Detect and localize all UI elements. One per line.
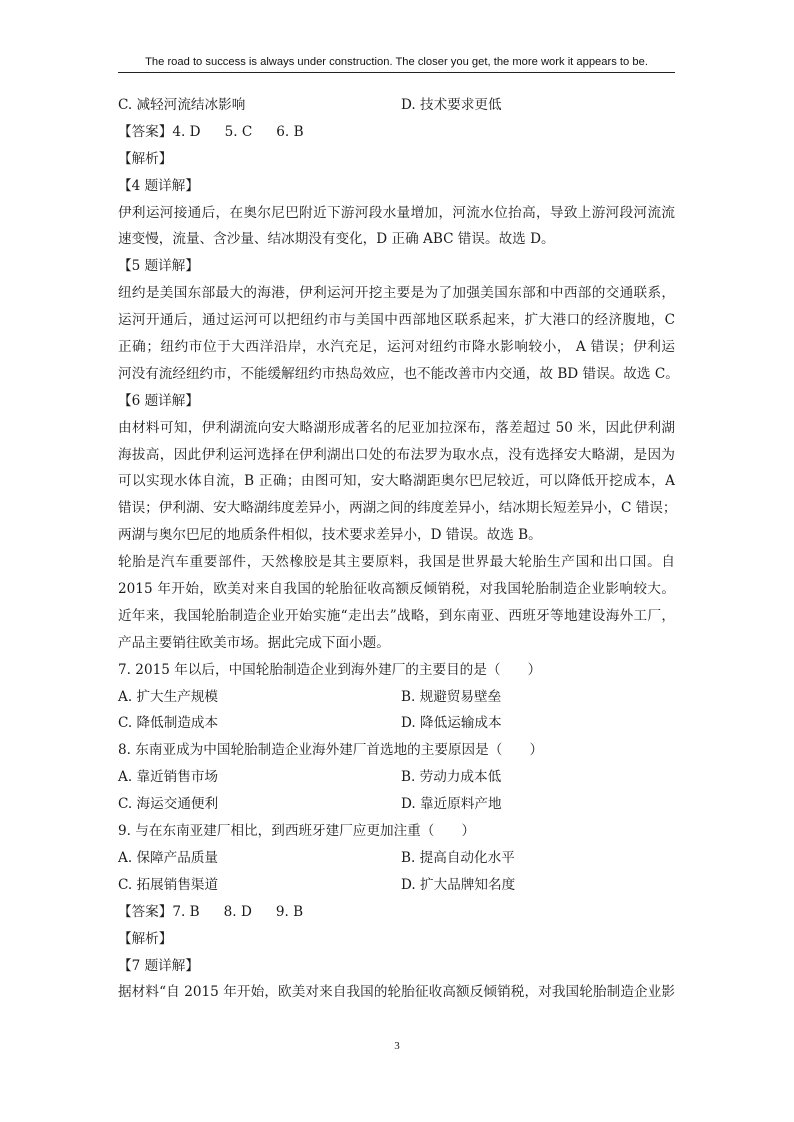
material-line: 2015 年开始，欧美对来自我国的轮胎征收高额反倾销税，对我国轮胎制造企业影响较大。 (118, 581, 675, 598)
page-header-motto: The road to success is always under construction. The closer you get, the more work it appears to be. (145, 56, 648, 68)
question-9-options (118, 845, 675, 872)
question-7-stem: 7. 2015 年以后，中国轮胎制造企业到海外建厂的主要目的是（ ） (118, 661, 542, 678)
q8-option-d: D. 靠近原料产地 (401, 796, 502, 813)
page-number: 3 (394, 1040, 400, 1052)
q6-line: 海拔高，因此伊利运河选择在伊利湖出口处的布法罗为取水点，没有选择安大略湖，是因为 (118, 446, 675, 463)
question-9-stem: 9. 与在东南亚建厂相比，到西班牙建厂应更加注重（ ） (118, 823, 476, 840)
question-9-options (118, 872, 675, 899)
answer-line-2 (118, 899, 675, 926)
answer-line-1 (118, 119, 675, 146)
prev-options-row (118, 92, 675, 119)
q6-heading: 【6 题详解】 (118, 392, 199, 409)
answer-6: 6. B (276, 123, 304, 140)
q7-option-b: B. 规避贸易壁垒 (401, 688, 502, 705)
q4-heading: 【4 题详解】 (118, 177, 199, 194)
q7-heading: 【7 题详解】 (118, 957, 199, 974)
material-line: 产品主要销往欧美市场。据此完成下面小题。 (118, 634, 390, 651)
question-7-options (118, 710, 675, 737)
q7-option-a: A. 扩大生产规模 (118, 688, 219, 705)
header-divider (118, 72, 675, 73)
question-8-options (118, 791, 675, 818)
q9-option-d: D. 扩大品牌知名度 (401, 876, 516, 893)
q8-option-b: B. 劳动力成本低 (401, 769, 502, 786)
analysis-label: 【解析】 (118, 150, 173, 167)
q7-option-c: C. 降低制造成本 (118, 715, 219, 732)
document-body (118, 92, 679, 1006)
q5-line: 正确；纽约市位于大西洋沿岸，水汽充足，运河对纽约市降水影响较小， A 错误；伊利运 (118, 339, 675, 356)
question-7-options (118, 684, 675, 711)
question-8-stem: 8. 东南亚成为中国轮胎制造企业海外建厂首选地的主要原因是（ ） (118, 742, 544, 759)
q6-line: 错误；伊利湖、安大略湖纬度差异小，两湖之间的纬度差异小，结冰期长短差异小，C 错误； (118, 500, 677, 517)
answer-label: 【答案】 (118, 123, 173, 140)
answer-label: 【答案】 (118, 903, 173, 920)
q5-line: 运河开通后，通过运河可以把纽约市与美国中西部地区联系起来，扩大港口的经济腹地，C (118, 312, 675, 329)
q6-line: 可以实现水体自流，B 正确；由图可知，安大略湖距奥尔巴尼较近，可以降低开挖成本，A (118, 473, 675, 490)
material-line: 轮胎是汽车重要部件，天然橡胶是其主要原料，我国是世界最大轮胎生产国和出口国。自 (118, 554, 675, 571)
answer-7: 7. B (172, 903, 200, 920)
q7-option-d: D. 降低运输成本 (401, 715, 502, 732)
q9-option-a: A. 保障产品质量 (118, 849, 219, 866)
q7-line: 据材料“自 2015 年开始，欧美对来自我国的轮胎征收高额反倾销税，对我国轮胎制造企业影 (118, 984, 675, 1001)
question-8-options (118, 764, 675, 791)
q5-line: 纽约是美国东部最大的海港，伊利运河开挖主要是为了加强美国东部和中西部的交通联系， (118, 285, 675, 302)
q8-option-a: A. 靠近销售市场 (118, 769, 219, 786)
answer-4: 4. D (172, 123, 201, 140)
prev-option-c: C. 减轻河流结冰影响 (118, 97, 246, 113)
q4-line: 速变慢，流量、含沙量、结冰期没有变化，D 正确 ABC 错误。故选 D。 (118, 231, 555, 248)
q6-line: 两湖与奥尔巴尼的地质条件相似，技术要求差异小，D 错误。故选 B。 (118, 527, 542, 544)
q9-option-c: C. 拓展销售渠道 (118, 876, 219, 893)
q6-line: 由材料可知，伊利湖流向安大略湖形成著名的尼亚加拉深布，落差超过 50 米，因此伊利湖 (118, 419, 675, 436)
q5-heading: 【5 题详解】 (118, 258, 199, 275)
analysis-label: 【解析】 (118, 930, 173, 947)
q4-line: 伊利运河接通后，在奥尔尼巴附近下游河段水量增加，河流水位抬高，导致上游河段河流流 (118, 204, 675, 221)
prev-option-d: D. 技术要求更低 (401, 97, 502, 113)
answer-9: 9. B (275, 903, 304, 920)
q5-line: 河没有流经纽约市，不能缓解纽约市热岛效应，也不能改善市内交通，故 BD 错误。故选 C。 (118, 365, 679, 382)
answer-8: 8. D (223, 903, 252, 920)
answer-5: 5. C (224, 123, 253, 140)
material-line: 近年来，我国轮胎制造企业开始实施“走出去”战略，到东南亚、西班牙等地建设海外工厂， (118, 607, 675, 624)
q8-option-c: C. 海运交通便利 (118, 796, 219, 813)
q9-option-b: B. 提高自动化水平 (401, 849, 515, 866)
